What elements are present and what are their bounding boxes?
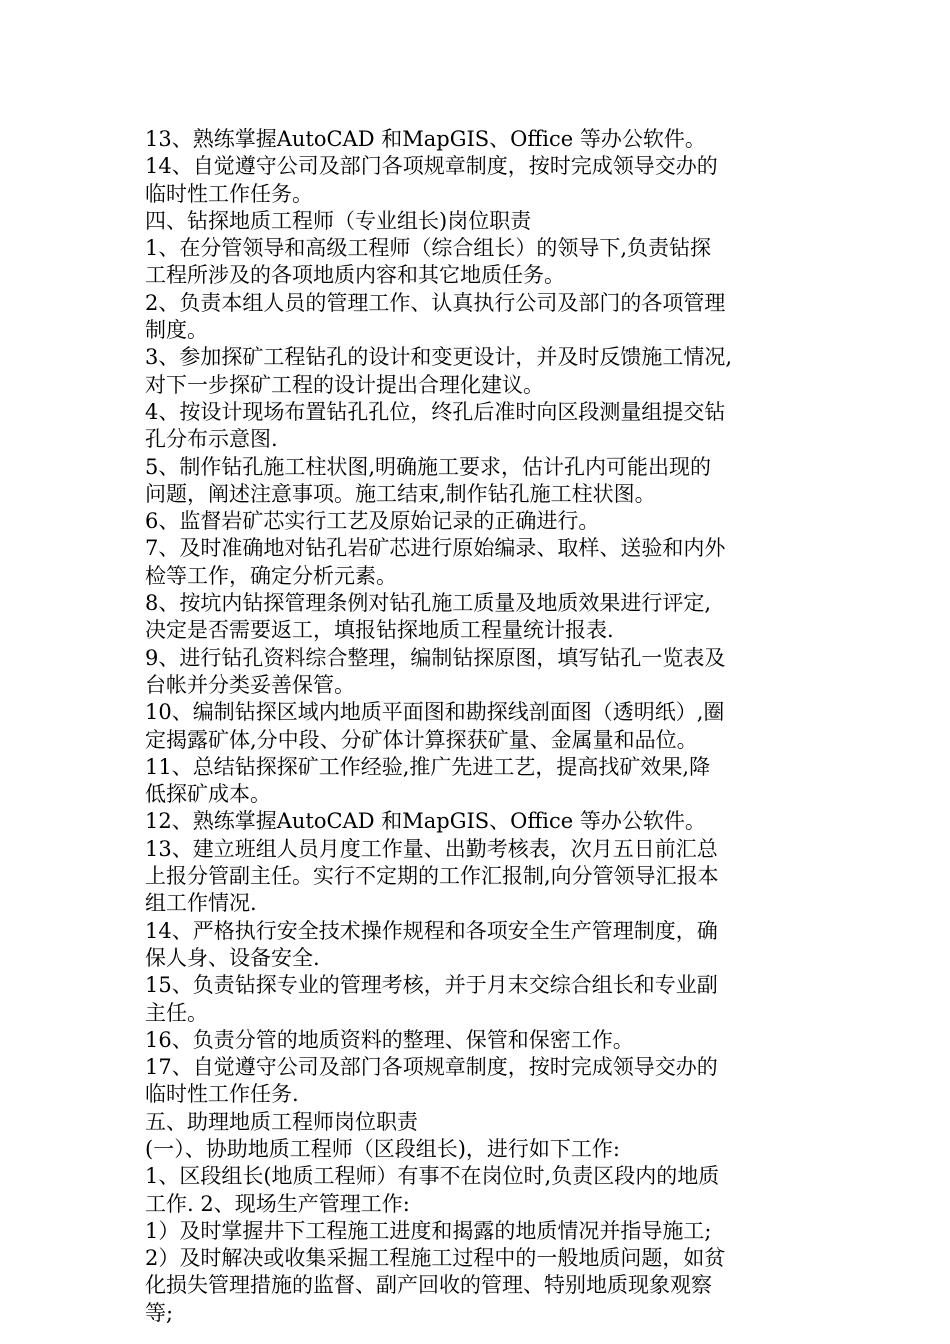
text-line: 9、进行钻孔资料综合整理，编制钻探原图，填写钻孔一览表及	[145, 645, 726, 670]
text-line: 11、总结钻探探矿工作经验,推广先进工艺，提高找矿效果,降	[145, 754, 711, 779]
text-line: 13、建立班组人员月度工作量、出勤考核表，次月五日前汇总	[145, 836, 718, 861]
text-line: 决定是否需要返工，填报钻探地质工程量统计报表.	[145, 618, 614, 643]
text-line: 14、自觉遵守公司及部门各项规章制度，按时完成领导交办的	[145, 154, 718, 179]
text-line: 17、自觉遵守公司及部门各项规章制度，按时完成领导交办的	[145, 1055, 718, 1080]
text-line: 问题，阐述注意事项。施工结束,制作钻孔施工柱状图。	[145, 481, 656, 506]
text-line: 10、编制钻探区域内地质平面图和勘探线剖面图（透明纸）,圈	[145, 700, 725, 725]
text-line: 1、在分管领导和高级工程师（综合组长）的领导下,负责钻探	[145, 236, 712, 261]
text-line: 1）及时掌握井下工程施工进度和揭露的地质情况并指导施工;	[145, 1218, 712, 1243]
text-line: 16、负责分管的地质资料的整理、保管和保密工作。	[145, 1027, 634, 1052]
text-line: 2、负责本组人员的管理工作、认真执行公司及部门的各项管理	[145, 290, 726, 315]
text-line: 工作. 2、现场生产管理工作:	[145, 1191, 410, 1216]
text-line: 6、监督岩矿芯实行工艺及原始记录的正确进行。	[145, 509, 600, 534]
text-line: 工程所涉及的各项地质内容和其它地质任务。	[145, 263, 565, 288]
text-line: 临时性工作任务.	[145, 1082, 299, 1107]
text-line: 对下一步探矿工程的设计提出合理化建议。	[145, 372, 544, 397]
text-line: 定揭露矿体,分中段、分矿体计算探获矿量、金属量和品位。	[145, 727, 698, 752]
document-body	[145, 126, 815, 1327]
text-line: 8、按坑内钻探管理条例对钻孔施工质量及地质效果进行评定,	[145, 591, 712, 616]
text-line: 15、负责钻探专业的管理考核，并于月末交综合组长和专业副	[145, 973, 718, 998]
text-line: 保人身、设备安全.	[145, 945, 320, 970]
text-line: 低探矿成本。	[145, 782, 271, 807]
text-line: 台帐并分类妥善保管。	[145, 672, 355, 697]
text-line: 7、及时准确地对钻孔岩矿芯进行原始编录、取样、送验和内外	[145, 536, 726, 561]
text-line: 3、参加探矿工程钻孔的设计和变更设计，并及时反馈施工情况,	[145, 345, 733, 370]
text-line: (一）、协助地质工程师（区段组长)，进行如下工作:	[145, 1136, 620, 1161]
text-line: 制度。	[145, 318, 208, 343]
text-line: 1、区段组长(地质工程师）有事不在岗位时,负责区段内的地质	[145, 1164, 720, 1189]
text-line: 4、按设计现场布置钻孔孔位，终孔后准时向区段测量组提交钻	[145, 399, 726, 424]
text-line: 检等工作，确定分析元素。	[145, 563, 397, 588]
text-line: 化损失管理措施的监督、副产回收的管理、特别地质现象观察	[145, 1273, 712, 1298]
text-line: 13、熟练掌握AutoCAD 和MapGIS、Office 等办公软件。	[145, 127, 706, 151]
text-line: 组工作情况.	[145, 891, 257, 916]
text-line: 临时性工作任务。	[145, 181, 313, 206]
text-line: 2）及时解决或收集采掘工程施工过程中的一般地质问题，如贫	[145, 1246, 726, 1271]
text-line: 14、严格执行安全技术操作规程和各项安全生产管理制度，确	[145, 918, 718, 943]
text-line: 5、制作钻孔施工柱状图,明确施工要求，估计孔内可能出现的	[145, 454, 712, 479]
text-line: 等;	[145, 1300, 174, 1325]
section-heading: 五、助理地质工程师岗位职责	[145, 1109, 418, 1134]
text-line: 上报分管副主任。实行不定期的工作汇报制,向分管领导汇报本	[145, 864, 719, 889]
text-line: 孔分布示意图.	[145, 427, 278, 452]
section-heading: 四、钻探地质工程师（专业组长)岗位职责	[145, 208, 532, 233]
text-line: 12、熟练掌握AutoCAD 和MapGIS、Office 等办公软件。	[145, 809, 706, 834]
text-line: 主任。	[145, 1000, 208, 1025]
